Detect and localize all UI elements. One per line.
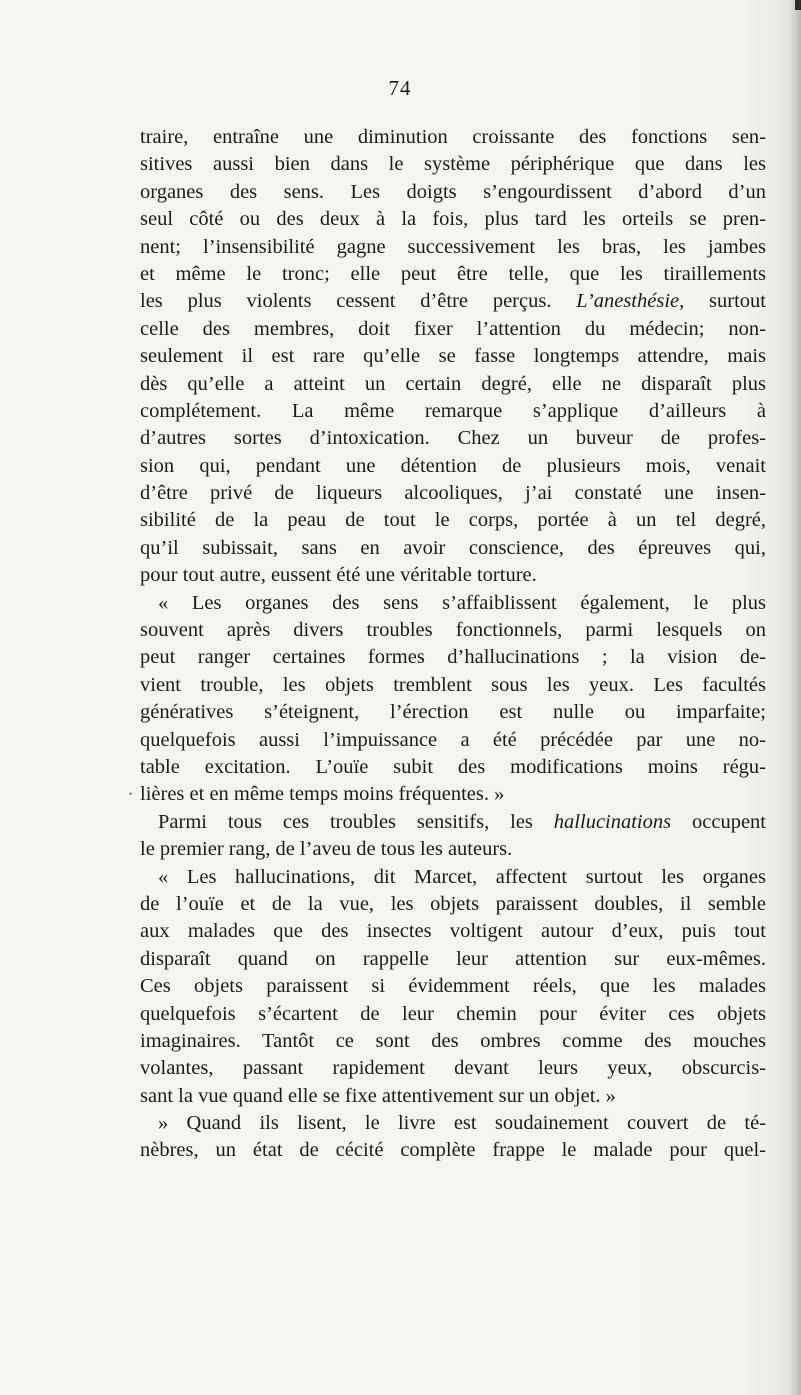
text-line: sant la vue quand elle se fixe attentivement sur un objet. » <box>140 1084 616 1107</box>
body-text <box>140 124 766 1165</box>
text-line: celle des membres, doit fixer l’attention du médecin; non- <box>140 317 766 340</box>
text-line: aux malades que des insectes voltigent autour d’eux, puis tout <box>140 920 766 943</box>
text-line: nèbres, un état de cécité complète frappe le malade pour quel- <box>140 1139 766 1162</box>
text-line: quelquefois aussi l’impuissance a été précédée par une no- <box>140 728 766 751</box>
text-line: disparaît quand on rappelle leur attention sur eux-mêmes. <box>140 947 766 970</box>
text-line: génératives s’éteignent, l’érection est nulle ou imparfaite; <box>140 701 766 724</box>
text-segment: , surtout <box>679 290 766 313</box>
text-line: volantes, passant rapidement devant leurs yeux, obscurcis- <box>140 1057 766 1080</box>
text-line: complétement. La même remarque s’applique d’ailleurs à <box>140 399 766 422</box>
text-segment: Parmi tous ces troubles sensitifs, les <box>158 810 554 833</box>
text-line: table excitation. L’ouïe subit des modifications moins régu- <box>140 755 766 778</box>
text-line: d’être privé de liqueurs alcooliques, j’ai constaté une insen- <box>140 482 766 505</box>
text-line: quelquefois s’écartent de leur chemin pour éviter ces objets <box>140 1002 766 1025</box>
italic-term-anesthesie: L’anesthésie <box>576 290 680 313</box>
text-line: dès qu’elle a atteint un certain degré, elle ne disparaît plus <box>140 372 766 395</box>
text-line: sibilité de la peau de tout le corps, portée à un tel degré, <box>140 509 766 532</box>
text-line: qu’il subissait, sans en avoir conscience, des épreuves qui, <box>140 536 766 559</box>
text-line: souvent après divers troubles fonctionnels, parmi lesquels on <box>140 619 766 642</box>
text-line: lières et en même temps moins fréquentes. » <box>140 783 505 806</box>
text-line-with-italic <box>140 809 766 836</box>
text-line: imaginaires. Tantôt ce sont des ombres comme des mouches <box>140 1029 766 1052</box>
margin-dot: · <box>128 786 134 803</box>
text-segment: occupent <box>671 810 766 833</box>
text-line: « Les hallucinations, dit Marcet, affectent surtout les organes <box>158 865 766 888</box>
text-line: sitives aussi bien dans le système périphérique que dans les <box>140 153 766 176</box>
italic-term-hallucinations: hallucinations <box>553 810 672 833</box>
text-line: sion qui, pendant une détention de plusieurs mois, venait <box>140 454 766 477</box>
text-line: traire, entraîne une diminution croissante des fonctions sen- <box>140 126 766 148</box>
text-line: vient trouble, les objets tremblent sous les yeux. Les facultés <box>140 673 766 696</box>
text-line: pour tout autre, eussent été une véritable torture. <box>140 564 537 587</box>
text-line: nent; l’insensibilité gagne successivement les bras, les jambes <box>140 235 766 258</box>
scan-corner-mark <box>795 0 801 10</box>
text-line: peut ranger certaines formes d’hallucinations ; la vision de- <box>140 646 766 669</box>
text-line-with-italic <box>140 288 766 315</box>
text-line: » Quand ils lisent, le livre est soudainement couvert de té- <box>158 1112 766 1135</box>
text-line: seulement il est rare qu’elle se fasse longtemps attendre, mais <box>140 345 766 368</box>
text-line: et même le tronc; elle peut être telle, que les tiraillements <box>140 262 766 285</box>
text-line: seul côté ou des deux à la fois, plus tard les orteils se pren- <box>140 208 766 231</box>
text-line: organes des sens. Les doigts s’engourdissent d’abord d’un <box>140 180 766 203</box>
page-number: 74 <box>388 76 412 100</box>
text-line: « Les organes des sens s’affaiblissent également, le plus <box>158 591 766 614</box>
text-line: de l’ouïe et de la vue, les objets paraissent doubles, il semble <box>140 892 766 915</box>
text-line: Ces objets paraissent si évidemment réels, que les malades <box>140 975 766 998</box>
text-line: le premier rang, de l’aveu de tous les auteurs. <box>140 838 513 861</box>
text-line: d’autres sortes d’intoxication. Chez un buveur de profes- <box>140 427 766 450</box>
text-segment: les plus violents cessent d’être perçus. <box>140 290 577 313</box>
page-gutter-shadow <box>787 0 801 1395</box>
